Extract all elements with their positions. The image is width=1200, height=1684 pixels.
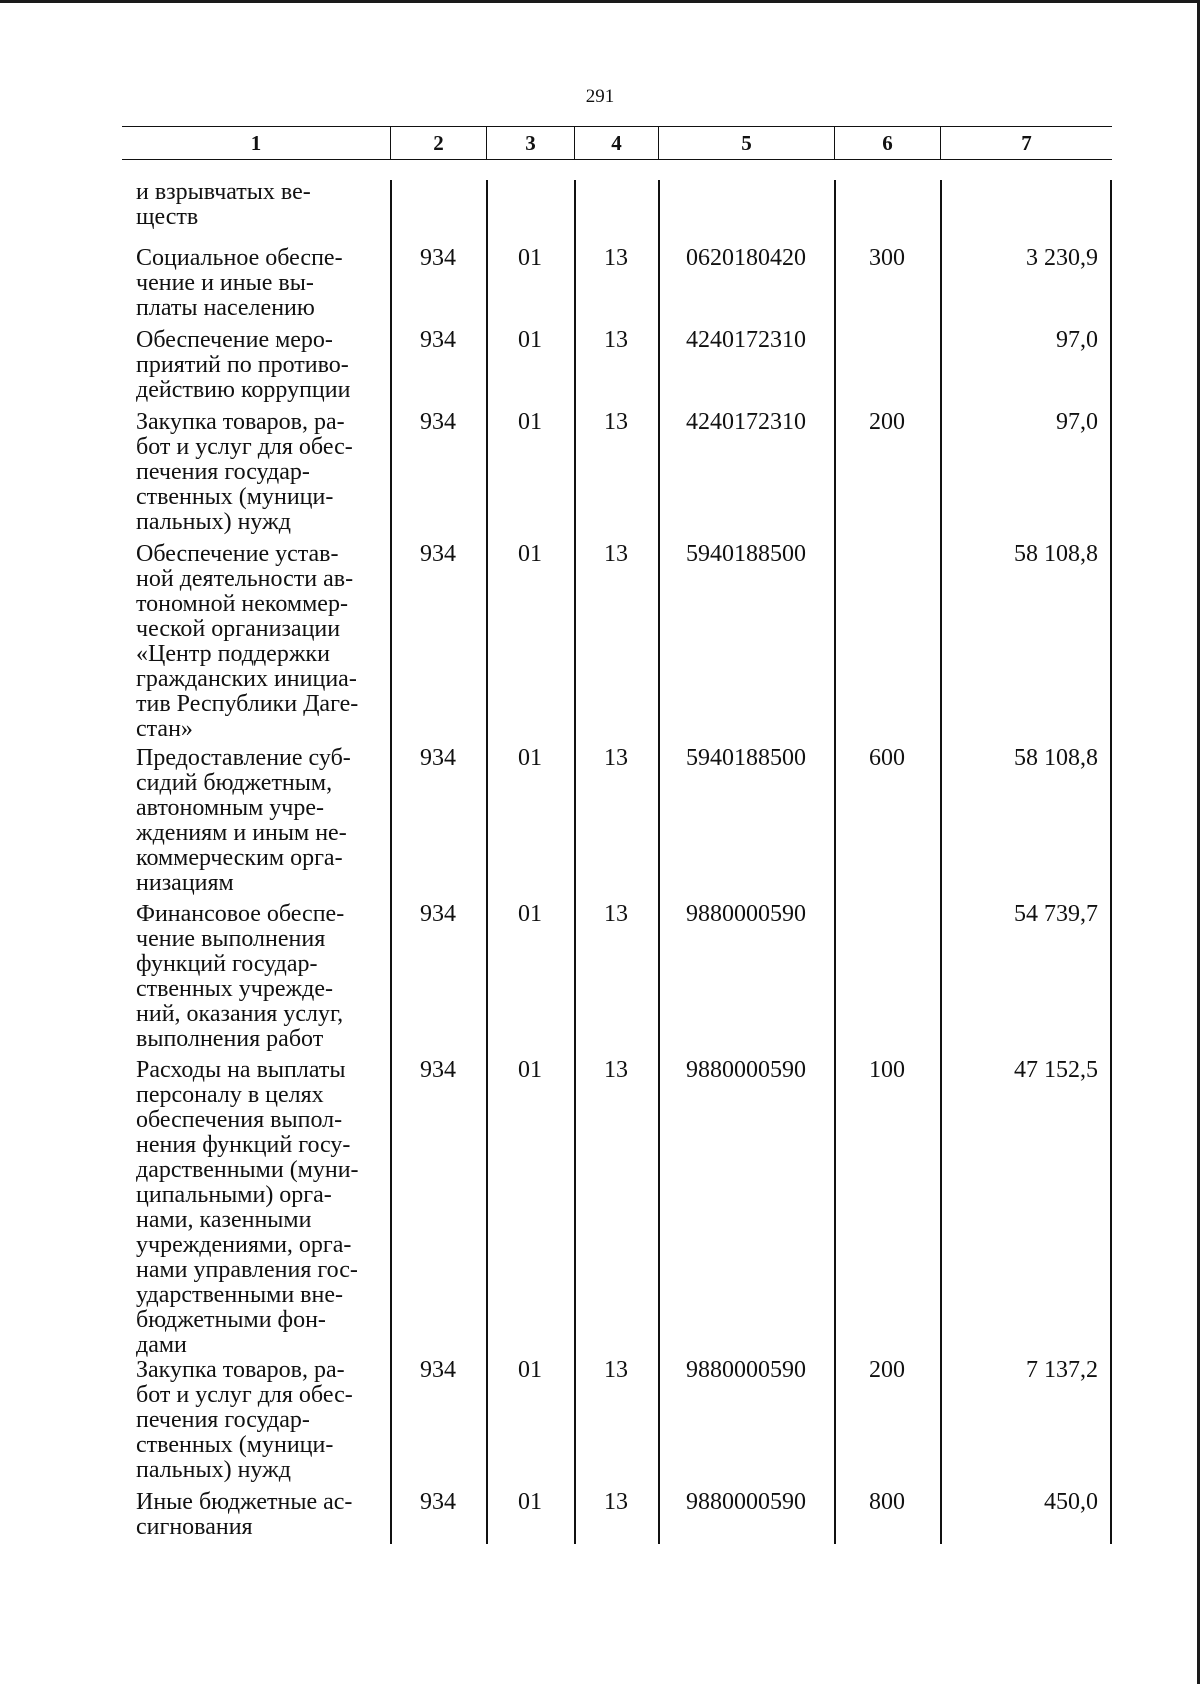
row-code-ministry: 934 — [420, 901, 456, 927]
row-amount: 58 108,8 — [1014, 745, 1098, 771]
row-expense-type: 600 — [869, 745, 905, 771]
row-amount: 3 230,9 — [1026, 245, 1098, 271]
column-header-2: 2 — [390, 127, 486, 159]
column-divider — [574, 180, 576, 1544]
row-code-subsection: 13 — [604, 1057, 628, 1083]
row-description: Закупка товаров, ра- бот и услуг для обес- печения государ- ственных (муници- пальных) нужд — [136, 409, 353, 535]
row-code-subsection: 13 — [604, 1357, 628, 1383]
row-target-item: 4240172310 — [686, 409, 806, 435]
row-description: и взрывчатых ве- ществ — [136, 179, 311, 230]
row-expense-type: 100 — [869, 1057, 905, 1083]
row-code-section: 01 — [518, 745, 542, 771]
row-expense-type: 300 — [869, 245, 905, 271]
column-header-6: 6 — [834, 127, 940, 159]
column-header-1: 1 — [250, 131, 262, 155]
row-target-item: 5940188500 — [686, 541, 806, 567]
row-amount: 97,0 — [1056, 327, 1098, 353]
row-description: Обеспечение устав- ной деятельности ав- тономной некоммер- ческой организации «Центр поддержки гражданских инициа- тив Республики Даге- стан» — [136, 541, 359, 742]
budget-table — [122, 126, 1112, 1540]
row-code-subsection: 13 — [604, 245, 628, 271]
row-code-subsection: 13 — [604, 541, 628, 567]
row-code-subsection: 13 — [604, 901, 628, 927]
row-amount: 97,0 — [1056, 409, 1098, 435]
table-body — [122, 180, 1112, 1544]
table-header — [122, 126, 1112, 160]
row-code-subsection: 13 — [604, 1489, 628, 1515]
row-code-subsection: 13 — [604, 327, 628, 353]
row-expense-type: 800 — [869, 1489, 905, 1515]
row-target-item: 0620180420 — [686, 245, 806, 271]
row-description: Предоставление суб- сидий бюджетным, автономным учре- ждениям и иным не- коммерческим орга- низациям — [136, 745, 351, 896]
row-code-ministry: 934 — [420, 409, 456, 435]
row-target-item: 9880000590 — [686, 1489, 806, 1515]
row-expense-type: 200 — [869, 1357, 905, 1383]
row-code-subsection: 13 — [604, 745, 628, 771]
row-code-ministry: 934 — [420, 327, 456, 353]
row-code-section: 01 — [518, 1489, 542, 1515]
row-code-ministry: 934 — [420, 1489, 456, 1515]
row-description: Обеспечение меро- приятий по противо- действию коррупции — [136, 327, 351, 403]
page-number: 291 — [585, 86, 615, 107]
row-amount: 58 108,8 — [1014, 541, 1098, 567]
row-code-section: 01 — [518, 1357, 542, 1383]
row-description: Финансовое обеспе- чение выполнения функций государ- ственных учрежде- ний, оказания услуг, выполнения работ — [136, 901, 345, 1052]
row-description: Иные бюджетные ас- сигнования — [136, 1489, 353, 1540]
row-target-item: 4240172310 — [686, 327, 806, 353]
row-description: Закупка товаров, ра- бот и услуг для обес- печения государ- ственных (муници- пальных) нужд — [136, 1357, 353, 1483]
column-header-4: 4 — [574, 127, 658, 159]
row-code-ministry: 934 — [420, 541, 456, 567]
row-code-section: 01 — [518, 1057, 542, 1083]
row-amount: 450,0 — [1044, 1489, 1098, 1515]
scan-edge-top — [0, 0, 1200, 3]
row-target-item: 9880000590 — [686, 1057, 806, 1083]
row-target-item: 9880000590 — [686, 1357, 806, 1383]
row-expense-type: 200 — [869, 409, 905, 435]
row-target-item: 5940188500 — [686, 745, 806, 771]
column-divider — [834, 180, 836, 1544]
row-code-ministry: 934 — [420, 745, 456, 771]
row-code-ministry: 934 — [420, 245, 456, 271]
row-description: Расходы на выплаты персоналу в целях обеспечения выпол- нения функций госу- дарственными (муни- ципальными) орга- нами, казенными учреждениями, орга- нами управления гос- ударственными вне- бюджетными фон- дами — [136, 1057, 359, 1358]
column-divider — [940, 180, 942, 1544]
row-code-section: 01 — [518, 409, 542, 435]
row-code-section: 01 — [518, 327, 542, 353]
row-code-ministry: 934 — [420, 1057, 456, 1083]
row-code-subsection: 13 — [604, 409, 628, 435]
row-target-item: 9880000590 — [686, 901, 806, 927]
column-header-5: 5 — [658, 127, 834, 159]
column-divider — [390, 180, 392, 1544]
column-divider — [658, 180, 660, 1544]
row-amount: 54 739,7 — [1014, 901, 1098, 927]
row-amount: 7 137,2 — [1026, 1357, 1098, 1383]
column-header-3: 3 — [486, 127, 574, 159]
row-code-section: 01 — [518, 901, 542, 927]
column-divider — [1110, 180, 1112, 1544]
row-code-ministry: 934 — [420, 1357, 456, 1383]
row-amount: 47 152,5 — [1014, 1057, 1098, 1083]
row-code-section: 01 — [518, 245, 542, 271]
row-code-section: 01 — [518, 541, 542, 567]
column-header-7: 7 — [940, 127, 1112, 159]
column-divider — [486, 180, 488, 1544]
row-description: Социальное обеспе- чение и иные вы- платы населению — [136, 245, 343, 321]
